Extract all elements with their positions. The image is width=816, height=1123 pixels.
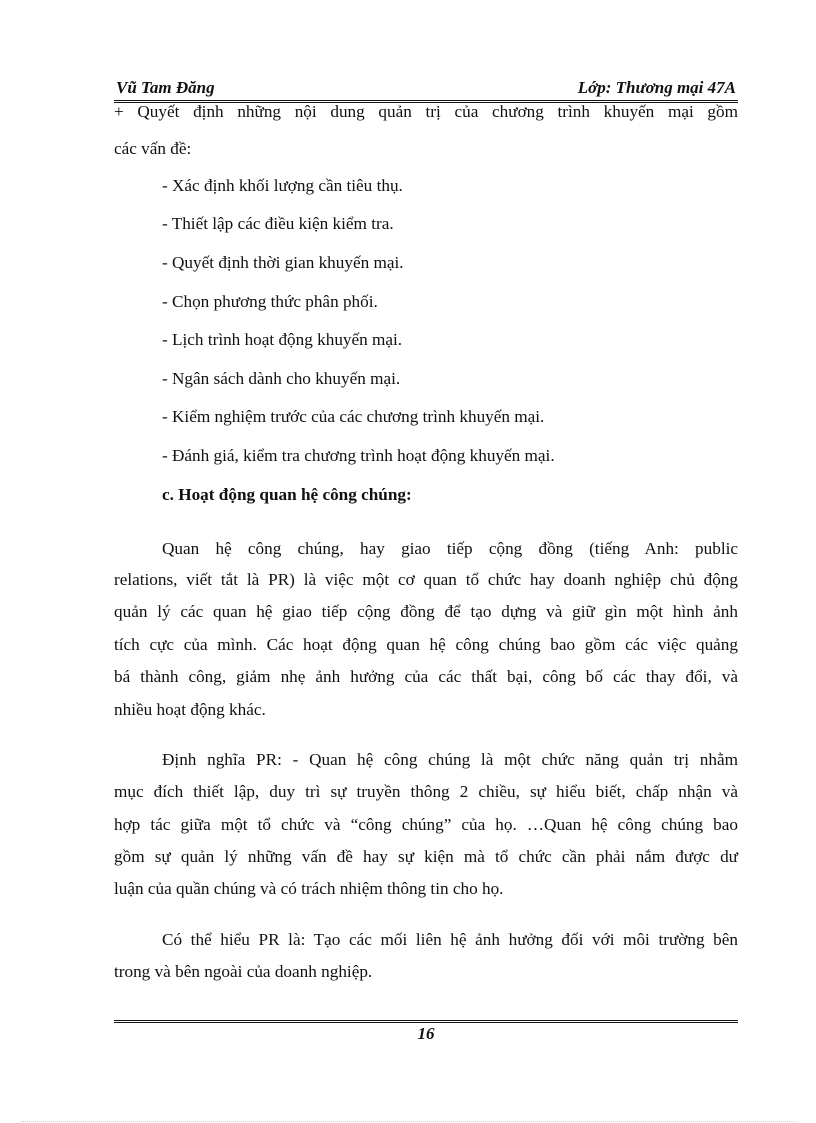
section-heading: c. Hoạt động quan hệ công chúng: [162, 485, 412, 504]
paragraph-line: nhiều hoạt động khác. [114, 700, 266, 719]
paragraph-line: Có thể hiểu PR là: Tạo các mối liên hệ ảnh hưởng đối với môi trường bên [162, 930, 738, 949]
list-item: - Lịch trình hoạt động khuyến mại. [162, 330, 403, 349]
paragraph-line: relations, viết tắt là PR) là việc một cơ quan tổ chức hay doanh nghiệp chủ động [114, 570, 738, 589]
intro-line: + Quyết định những nội dung quản trị của chương trình khuyến mại gồm [114, 102, 738, 121]
list-item: - Kiểm nghiệm trước của các chương trình khuyến mại. [162, 407, 545, 426]
list-item: - Đánh giá, kiểm tra chương trình hoạt động khuyến mại. [162, 446, 555, 465]
paragraph-line: luận của quần chúng và có trách nhiệm thông tin cho họ. [114, 879, 504, 898]
header-author: Vũ Tam Đăng [116, 78, 215, 97]
page-edge-guide [22, 1121, 794, 1122]
list-item: - Quyết định thời gian khuyến mại. [162, 253, 404, 272]
paragraph-line: mục đích thiết lập, duy trì sự truyền thông 2 chiều, sự hiểu biết, chấp nhận và [114, 782, 738, 801]
header-class: Lớp: Thương mại 47A [577, 78, 736, 97]
paragraph-line: Quan hệ công chúng, hay giao tiếp cộng đồng (tiếng Anh: public [162, 539, 738, 558]
paragraph-line: gồm sự quản lý những vấn đề hay sự kiện mà tổ chức cần phải nắm được dư [114, 847, 738, 866]
footer-rule [114, 1020, 738, 1023]
page-number: 16 [417, 1024, 435, 1043]
paragraph-line: bá thành công, giảm nhẹ ảnh hưởng của các thất bại, công bố các thay đổi, và [114, 667, 738, 686]
paragraph-line: trong và bên ngoài của doanh nghiệp. [114, 962, 373, 981]
list-item: - Thiết lập các điều kiện kiểm tra. [162, 214, 394, 233]
paragraph-line: tích cực của mình. Các hoạt động quan hệ công chúng bao gồm các việc quảng [114, 635, 738, 654]
list-item: - Ngân sách dành cho khuyến mại. [162, 369, 401, 388]
intro-line: các vấn đề: [114, 139, 192, 158]
list-item: - Xác định khối lượng cần tiêu thụ. [162, 176, 403, 195]
page-header [114, 74, 738, 103]
paragraph-line: quản lý các quan hệ giao tiếp cộng đồng để tạo dựng và giữ gìn một hình ảnh [114, 602, 738, 621]
paragraph-line: hợp tác giữa một tổ chức và “công chúng” của họ. …Quan hệ công chúng bao [114, 815, 738, 834]
list-item: - Chọn phương thức phân phối. [162, 292, 378, 311]
paragraph-line: Định nghĩa PR: - Quan hệ công chúng là một chức năng quản trị nhằm [162, 750, 738, 769]
